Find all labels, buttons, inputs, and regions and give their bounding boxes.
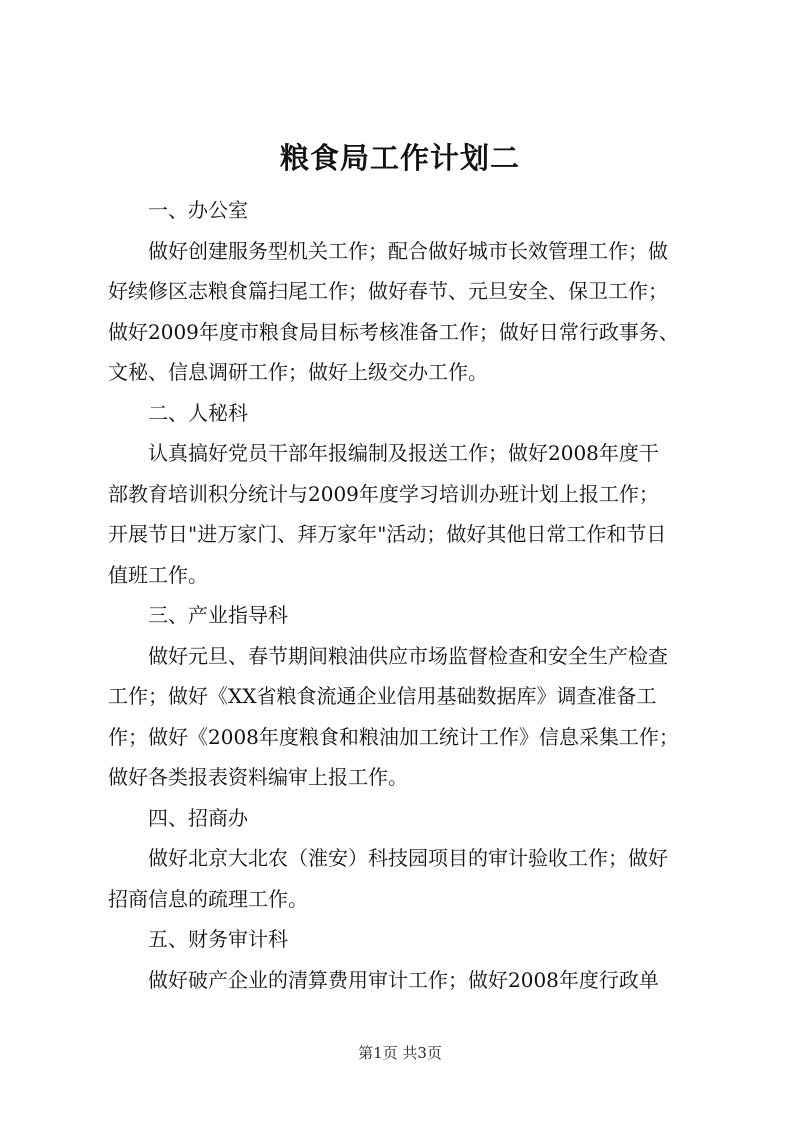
paragraph-line: 认真搞好党员干部年报编制及报送工作；做好2008年度干 [148,441,659,465]
paragraph-line: 做好各类报表资料编审上报工作。 [108,765,408,789]
section-heading-industry-guidance: 三、产业指导科 [148,603,288,627]
section-heading-investment: 四、招商办 [148,805,248,830]
document-title: 粮食局工作计划二 [279,141,520,175]
paragraph-line: 好续修区志粮食篇扫尾工作；做好春节、元旦安全、保卫工作； [108,279,668,303]
paragraph-line: 文秘、信息调研工作；做好上级交办工作。 [108,360,488,384]
paragraph-line: 工作；做好《XX省粮食流通企业信用基础数据库》调查准备工 [108,684,657,708]
paragraph-line: 部教育培训积分统计与2009年度学习培训办班计划上报工作； [108,481,659,506]
paragraph-line: 做好创建服务型机关工作；配合做好城市长效管理工作；做 [148,238,668,263]
document-body [108,190,708,1000]
paragraph-line: 做好北京大北农（淮安）科技园项目的审计验收工作；做好 [148,846,668,870]
page-number-footer: 第1页 共3页 [358,1044,442,1062]
paragraph-line: 做好2009年度市粮食局目标考核准备工作；做好日常行政事务、 [108,319,679,344]
paragraph-line: 开展节日"进万家门、拜万家年"活动；做好其他日常工作和节日 [108,522,667,546]
section-heading-office: 一、办公室 [148,198,248,222]
section-heading-personnel: 二、人秘科 [148,400,248,425]
paragraph-line: 做好破产企业的清算费用审计工作；做好2008年度行政单 [148,967,659,992]
paragraph-line: 做好元旦、春节期间粮油供应市场监督检查和安全生产检查 [148,643,668,668]
section-heading-finance-audit: 五、财务审计科 [148,927,288,951]
paragraph-line: 招商信息的疏理工作。 [108,886,308,911]
paragraph-line: 作；做好《2008年度粮食和粮油加工统计工作》信息采集工作； [108,724,679,749]
paragraph-line: 值班工作。 [108,562,208,587]
